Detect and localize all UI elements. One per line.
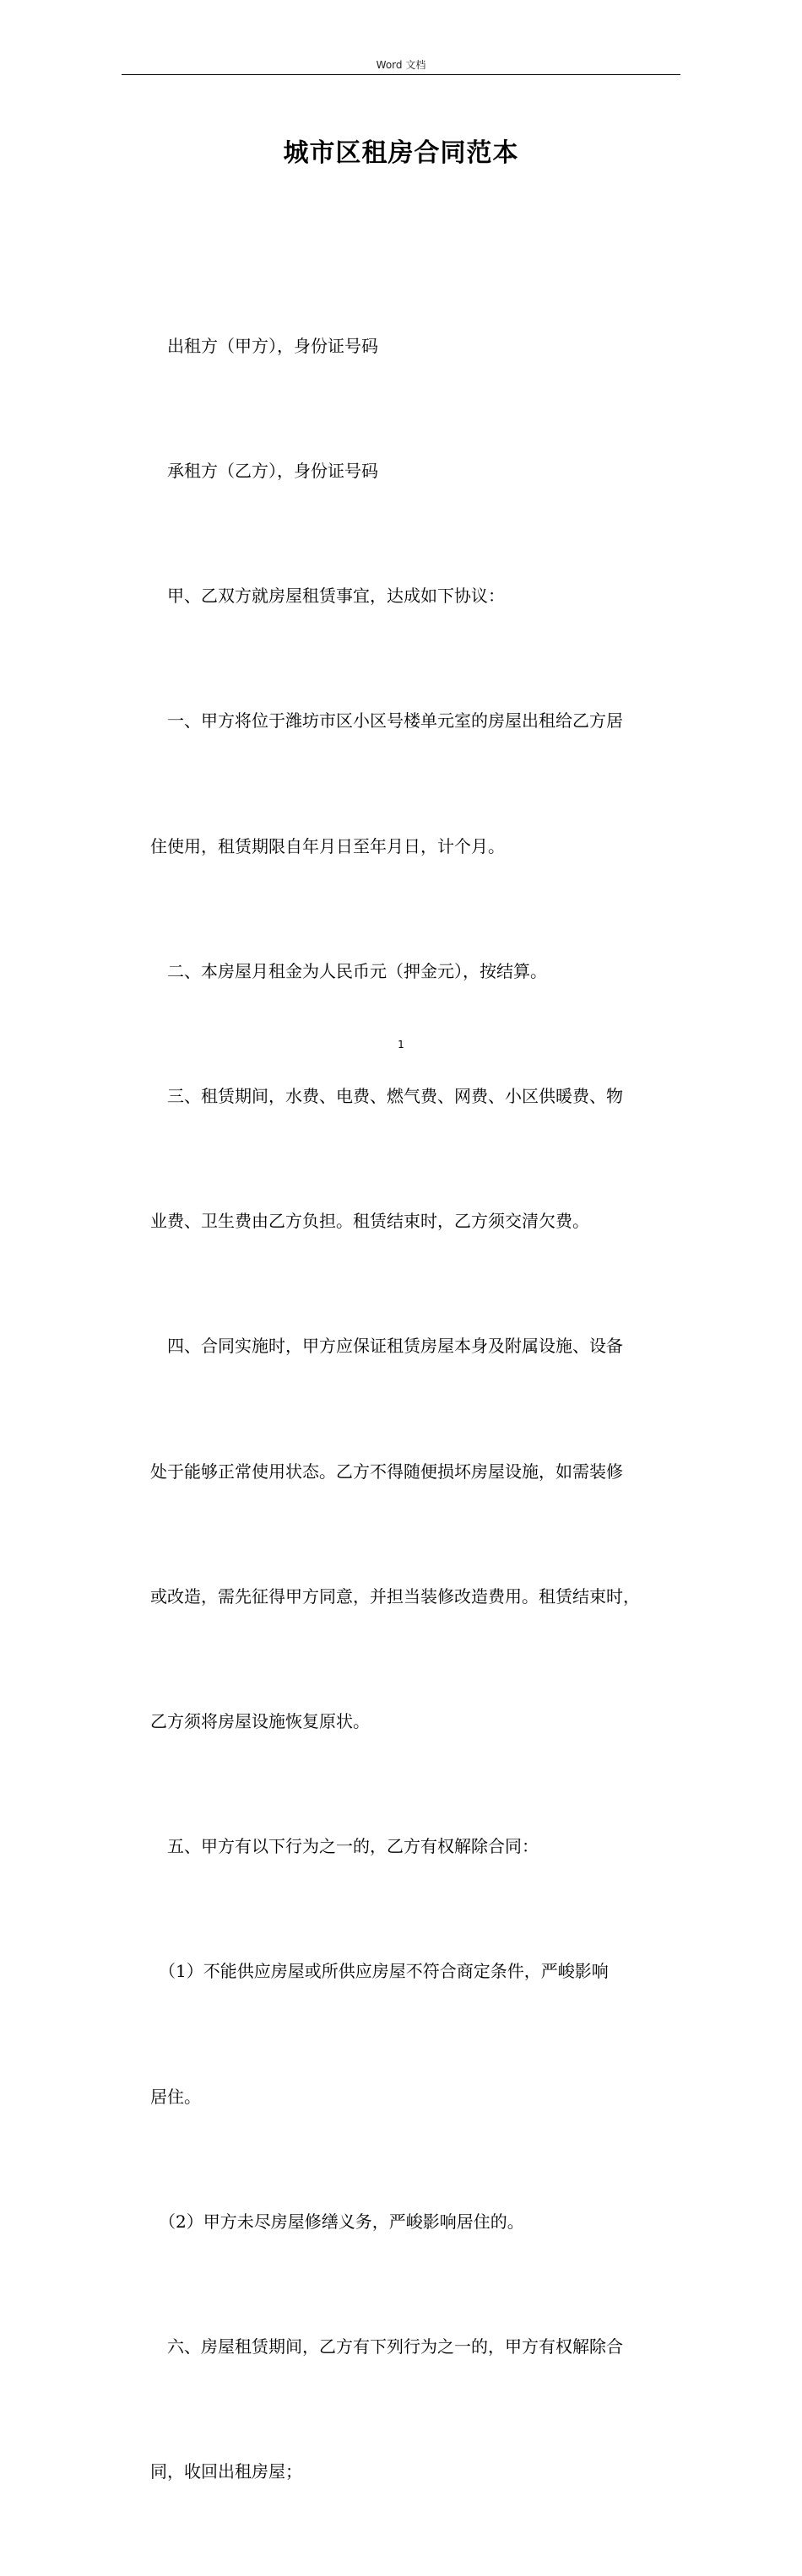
page-number: 1 [398,1039,404,1050]
body-line: （1）不能供应房屋或所供应房屋不符合商定条件，严峻影响 [150,1961,609,1982]
body-line: 五、甲方有以下行为之一的，乙方有权解除合同： [150,1836,539,1857]
body-line: 业费、卫生费由乙方负担。租赁结束时，乙方须交清欠费。 [150,1211,589,1232]
body-line: 四、合同实施时，甲方应保证租赁房屋本身及附属设施、设备 [150,1336,623,1357]
body-line: 承租方（乙方），身份证号码 [150,461,378,482]
document-body [150,242,687,2576]
body-line: 居住。 [150,2086,201,2107]
body-line: 一、甲方将位于潍坊市区小区号楼单元室的房屋出租给乙方居 [150,710,623,732]
body-line: （2）甲方未尽房屋修缮义务，严峻影响居住的。 [150,2211,524,2232]
page-header: Word 文档 [376,59,426,71]
body-line: 处于能够正常使用状态。乙方不得随便损坏房屋设施，如需装修 [150,1461,623,1482]
document-title: 城市区租房合同范本 [283,138,519,168]
body-line: 或改造，需先征得甲方同意，并担当装修改造费用。租赁结束时， [150,1585,640,1607]
body-line: 住使用，租赁期限自年月日至年月日，计个月。 [150,835,505,856]
body-line: 出租方（甲方），身份证号码 [150,335,378,356]
body-line: 乙方须将房屋设施恢复原状。 [150,1711,370,1732]
body-line: 六、房屋租赁期间，乙方有下列行为之一的，甲方有权解除合 [150,2336,623,2357]
body-line: 同，收回出租房屋； [150,2461,302,2482]
header-divider [122,74,680,75]
body-line: 甲、乙双方就房屋租赁事宜，达成如下协议： [150,586,505,607]
body-line: 二、本房屋月租金为人民币元（押金元），按结算。 [150,960,547,981]
body-line: 三、租赁期间，水费、电费、燃气费、网费、小区供暖费、物 [150,1086,623,1107]
